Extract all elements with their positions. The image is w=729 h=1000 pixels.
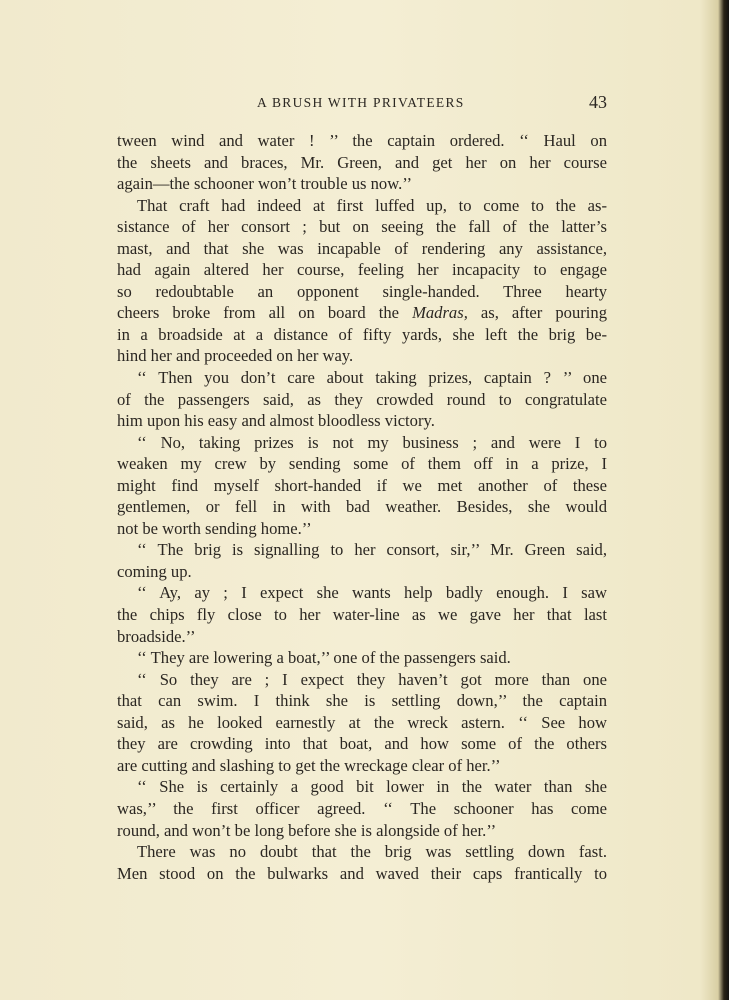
text-segment: as, after pouring <box>467 303 608 323</box>
text-line: ‘‘ So they are ; I expect they haven’t got more than one <box>137 669 607 689</box>
text-line: him upon his easy and almost bloodless victory. <box>117 411 435 431</box>
text-line: round, and won’t be long before she is alongside of her.’’ <box>117 820 497 840</box>
text-line: weaken my crew by sending some of them off in a prize, I <box>117 454 607 474</box>
page-number: 43 <box>589 92 607 112</box>
ship-name: Madras, <box>412 303 468 323</box>
text-line: Men stood on the bulwarks and waved their caps frantically to <box>117 863 607 883</box>
text-line: ‘‘ She is certainly a good bit lower in the water than she <box>137 777 607 797</box>
text-line: that can swim. I think she is settling down,’’ the captain <box>117 691 607 711</box>
text-line: hind her and proceeded on her way. <box>117 346 354 366</box>
text-line: the sheets and braces, Mr. Green, and get her on her course <box>117 152 607 172</box>
text-line: gentlemen, or fell in with bad weather. Besides, she would <box>117 497 607 517</box>
text-line: so redoubtable an opponent single-handed. Three hearty <box>117 281 607 301</box>
text-line: ‘‘ They are lowering a boat,’’ one of the passengers said. <box>137 648 511 668</box>
text-line: they are crowding into that boat, and how some of the others <box>117 734 607 754</box>
text-line: again—the schooner won’t trouble us now.’’ <box>117 174 413 194</box>
running-head: A BRUSH WITH PRIVATEERS <box>257 95 465 110</box>
body-text <box>117 130 607 884</box>
text-line: was,’’ the first officer agreed. ‘‘ The schooner has come <box>117 798 607 818</box>
text-line: sistance of her consort ; but on seeing the fall of the latter’s <box>117 217 607 237</box>
text-line <box>117 302 607 324</box>
text-line: mast, and that she was incapable of rendering any assistance, <box>117 238 607 258</box>
text-line: of the passengers said, as they crowded round to congratulate <box>117 389 607 409</box>
text-line: ‘‘ The brig is signalling to her consort, sir,’’ Mr. Green said, <box>137 540 607 560</box>
text-line: the chips fly close to her water-line as we gave her that last <box>117 605 607 625</box>
text-line: ‘‘ Then you don’t care about taking prizes, captain ? ’’ one <box>137 368 607 388</box>
text-line: coming up. <box>117 561 192 581</box>
text-line: had again altered her course, feeling her incapacity to engage <box>117 260 607 280</box>
text-line: are cutting and slashing to get the wreckage clear of her.’’ <box>117 755 501 775</box>
text-line: There was no doubt that the brig was settling down fast. <box>137 842 607 862</box>
text-line: in a broadside at a distance of fifty yards, she left the brig be- <box>117 324 607 344</box>
text-line: said, as he looked earnestly at the wreck astern. ‘‘ See how <box>117 712 607 732</box>
page-header <box>117 92 607 114</box>
text-segment: cheers broke from all on board the <box>117 303 413 323</box>
text-line: not be worth sending home.’’ <box>117 518 312 538</box>
text-line: That craft had indeed at first luffed up, to come to the as- <box>137 195 607 215</box>
text-line: might find myself short-handed if we met another of these <box>117 475 607 495</box>
text-line: ‘‘ Ay, ay ; I expect she wants help badly enough. I saw <box>137 583 607 603</box>
text-line: ‘‘ No, taking prizes is not my business ; and were I to <box>137 432 607 452</box>
text-line: tween wind and water ! ’’ the captain ordered. ‘‘ Haul on <box>117 131 607 150</box>
text-line: broadside.’’ <box>117 626 196 646</box>
